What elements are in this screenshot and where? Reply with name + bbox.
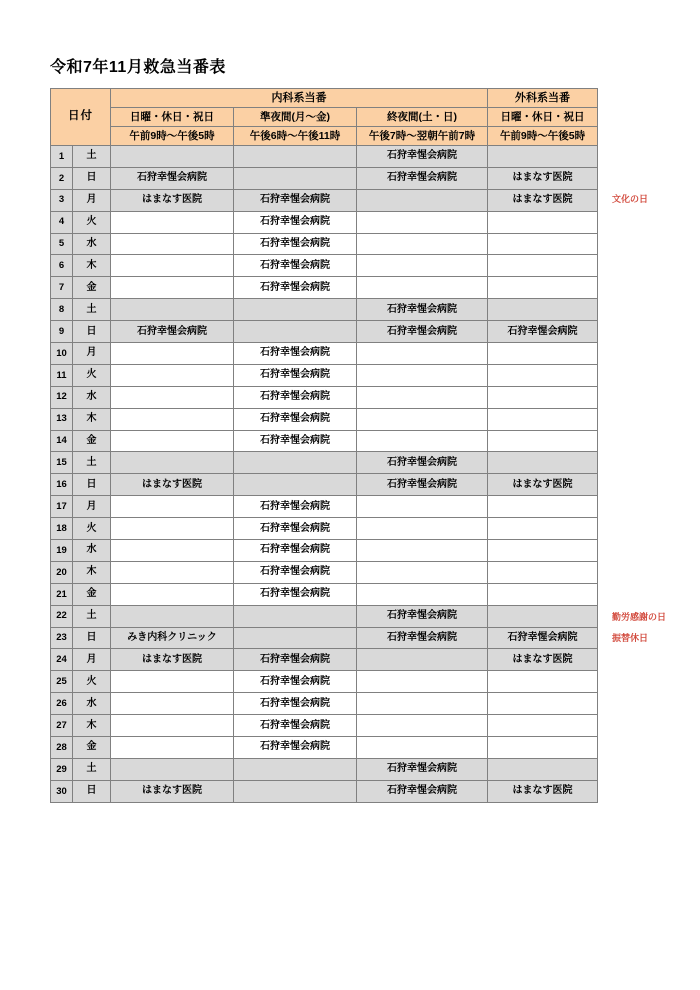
cell-duty-slot [357, 693, 488, 715]
cell-weekday: 月 [73, 496, 111, 518]
cell-day-number: 14 [51, 430, 73, 452]
cell-weekday: 月 [73, 189, 111, 211]
cell-duty-slot [357, 386, 488, 408]
header-col-hours-3: 午前9時～午後5時 [488, 127, 598, 146]
cell-weekday: 月 [73, 649, 111, 671]
cell-weekday: 木 [73, 561, 111, 583]
cell-duty-slot [488, 277, 598, 299]
table-row [51, 605, 598, 627]
table-row [51, 693, 598, 715]
cell-duty-slot [488, 715, 598, 737]
cell-weekday: 木 [73, 255, 111, 277]
cell-duty-slot [488, 408, 598, 430]
cell-duty-slot: はまなす医院 [488, 167, 598, 189]
cell-duty-slot [357, 408, 488, 430]
cell-duty-slot [234, 299, 357, 321]
cell-weekday: 火 [73, 211, 111, 233]
cell-duty-slot [488, 430, 598, 452]
cell-duty-slot [357, 233, 488, 255]
cell-weekday: 土 [73, 146, 111, 168]
table-header [51, 89, 598, 146]
cell-duty-slot [111, 233, 234, 255]
cell-duty-slot: 石狩幸惺会病院 [357, 758, 488, 780]
cell-day-number: 6 [51, 255, 73, 277]
cell-duty-slot: 石狩幸惺会病院 [234, 649, 357, 671]
cell-duty-slot [488, 343, 598, 365]
table-row [51, 408, 598, 430]
cell-duty-slot [488, 605, 598, 627]
cell-duty-slot: 石狩幸惺会病院 [357, 474, 488, 496]
table-row [51, 452, 598, 474]
table-row [51, 474, 598, 496]
cell-duty-slot [357, 277, 488, 299]
cell-duty-slot: 石狩幸惺会病院 [234, 408, 357, 430]
cell-day-number: 1 [51, 146, 73, 168]
holiday-note: 振替休日 [612, 632, 649, 643]
cell-duty-slot [488, 671, 598, 693]
cell-duty-slot [488, 518, 598, 540]
cell-duty-slot: 石狩幸惺会病院 [357, 627, 488, 649]
cell-day-number: 28 [51, 737, 73, 759]
table-row [51, 299, 598, 321]
table-row [51, 146, 598, 168]
cell-weekday: 日 [73, 780, 111, 802]
table-row [51, 233, 598, 255]
cell-duty-slot: 石狩幸惺会病院 [234, 583, 357, 605]
cell-duty-slot [357, 715, 488, 737]
cell-duty-slot: 石狩幸惺会病院 [357, 146, 488, 168]
header-row-hours [51, 127, 598, 146]
cell-duty-slot [234, 452, 357, 474]
cell-duty-slot [234, 146, 357, 168]
table-row [51, 321, 598, 343]
cell-duty-slot [488, 561, 598, 583]
cell-duty-slot: 石狩幸惺会病院 [357, 321, 488, 343]
cell-duty-slot: はまなす医院 [488, 189, 598, 211]
cell-weekday: 土 [73, 452, 111, 474]
header-row-group [51, 89, 598, 108]
cell-duty-slot [111, 146, 234, 168]
cell-duty-slot [488, 255, 598, 277]
page-title: 令和7年11月救急当番表 [50, 59, 226, 76]
cell-duty-slot [488, 299, 598, 321]
cell-day-number: 8 [51, 299, 73, 321]
cell-duty-slot [111, 561, 234, 583]
header-col-name-3: 日曜・休日・祝日 [488, 108, 598, 127]
cell-duty-slot [488, 146, 598, 168]
cell-duty-slot [357, 561, 488, 583]
table-row [51, 780, 598, 802]
cell-duty-slot [357, 737, 488, 759]
cell-day-number: 16 [51, 474, 73, 496]
cell-duty-slot [488, 452, 598, 474]
header-row-names [51, 108, 598, 127]
cell-duty-slot [488, 737, 598, 759]
table-row [51, 561, 598, 583]
header-col-hours-1: 午後6時～午後11時 [234, 127, 357, 146]
cell-day-number: 17 [51, 496, 73, 518]
cell-weekday: 月 [73, 343, 111, 365]
cell-duty-slot [357, 518, 488, 540]
header-date: 日付 [51, 89, 111, 146]
cell-day-number: 26 [51, 693, 73, 715]
cell-duty-slot [111, 277, 234, 299]
cell-day-number: 9 [51, 321, 73, 343]
table-row [51, 343, 598, 365]
table-row [51, 277, 598, 299]
table-row [51, 758, 598, 780]
cell-duty-slot [111, 255, 234, 277]
table-body [51, 146, 598, 803]
cell-day-number: 24 [51, 649, 73, 671]
cell-duty-slot: はまなす医院 [111, 780, 234, 802]
cell-duty-slot: はまなす医院 [488, 780, 598, 802]
table-row [51, 671, 598, 693]
cell-duty-slot [111, 758, 234, 780]
cell-day-number: 7 [51, 277, 73, 299]
cell-weekday: 金 [73, 430, 111, 452]
cell-duty-slot: はまなす医院 [111, 189, 234, 211]
cell-weekday: 日 [73, 167, 111, 189]
cell-day-number: 23 [51, 627, 73, 649]
cell-weekday: 火 [73, 518, 111, 540]
cell-duty-slot [357, 671, 488, 693]
cell-duty-slot: 石狩幸惺会病院 [234, 737, 357, 759]
cell-duty-slot: みき内科クリニック [111, 627, 234, 649]
cell-duty-slot [357, 540, 488, 562]
table-row [51, 518, 598, 540]
table-row [51, 167, 598, 189]
cell-duty-slot: はまなす医院 [111, 649, 234, 671]
cell-duty-slot [234, 167, 357, 189]
cell-weekday: 土 [73, 758, 111, 780]
cell-duty-slot [234, 474, 357, 496]
cell-weekday: 火 [73, 671, 111, 693]
cell-day-number: 12 [51, 386, 73, 408]
cell-duty-slot: 石狩幸惺会病院 [234, 211, 357, 233]
cell-duty-slot: 石狩幸惺会病院 [234, 277, 357, 299]
cell-duty-slot [234, 780, 357, 802]
cell-duty-slot: 石狩幸惺会病院 [357, 299, 488, 321]
cell-duty-slot: 石狩幸惺会病院 [357, 167, 488, 189]
cell-duty-slot [488, 496, 598, 518]
cell-duty-slot: 石狩幸惺会病院 [357, 452, 488, 474]
cell-weekday: 日 [73, 627, 111, 649]
cell-duty-slot: 石狩幸惺会病院 [111, 321, 234, 343]
cell-duty-slot: 石狩幸惺会病院 [234, 233, 357, 255]
cell-weekday: 水 [73, 540, 111, 562]
cell-duty-slot [357, 583, 488, 605]
cell-duty-slot [111, 452, 234, 474]
table-row [51, 255, 598, 277]
cell-duty-slot: 石狩幸惺会病院 [234, 561, 357, 583]
cell-duty-slot: 石狩幸惺会病院 [357, 605, 488, 627]
cell-duty-slot: 石狩幸惺会病院 [234, 518, 357, 540]
cell-duty-slot [357, 430, 488, 452]
cell-duty-slot [111, 540, 234, 562]
cell-duty-slot [357, 496, 488, 518]
cell-duty-slot: 石狩幸惺会病院 [234, 189, 357, 211]
cell-day-number: 10 [51, 343, 73, 365]
cell-duty-slot [488, 364, 598, 386]
cell-weekday: 水 [73, 693, 111, 715]
cell-duty-slot [111, 605, 234, 627]
cell-duty-slot: はまなす医院 [111, 474, 234, 496]
header-col-hours-0: 午前9時～午後5時 [111, 127, 234, 146]
cell-duty-slot: 石狩幸惺会病院 [357, 780, 488, 802]
cell-day-number: 30 [51, 780, 73, 802]
cell-duty-slot [111, 671, 234, 693]
cell-duty-slot [357, 189, 488, 211]
cell-weekday: 水 [73, 233, 111, 255]
header-col-hours-2: 午後7時～翌朝午前7時 [357, 127, 488, 146]
cell-duty-slot [488, 233, 598, 255]
cell-duty-slot [111, 299, 234, 321]
cell-weekday: 金 [73, 737, 111, 759]
cell-duty-slot [111, 408, 234, 430]
cell-day-number: 11 [51, 364, 73, 386]
cell-day-number: 22 [51, 605, 73, 627]
cell-day-number: 2 [51, 167, 73, 189]
cell-weekday: 水 [73, 386, 111, 408]
cell-duty-slot: 石狩幸惺会病院 [234, 364, 357, 386]
cell-duty-slot: 石狩幸惺会病院 [234, 671, 357, 693]
cell-duty-slot: はまなす医院 [488, 474, 598, 496]
table-row [51, 737, 598, 759]
cell-weekday: 木 [73, 408, 111, 430]
cell-duty-slot [357, 343, 488, 365]
cell-weekday: 木 [73, 715, 111, 737]
cell-weekday: 日 [73, 321, 111, 343]
cell-day-number: 4 [51, 211, 73, 233]
cell-duty-slot: 石狩幸惺会病院 [234, 496, 357, 518]
cell-duty-slot: はまなす医院 [488, 649, 598, 671]
cell-duty-slot [488, 693, 598, 715]
table-row [51, 715, 598, 737]
cell-duty-slot [357, 649, 488, 671]
cell-duty-slot: 石狩幸惺会病院 [234, 255, 357, 277]
table-row [51, 430, 598, 452]
cell-duty-slot [111, 715, 234, 737]
cell-weekday: 金 [73, 583, 111, 605]
cell-day-number: 13 [51, 408, 73, 430]
cell-day-number: 15 [51, 452, 73, 474]
table-row [51, 627, 598, 649]
cell-duty-slot: 石狩幸惺会病院 [234, 343, 357, 365]
cell-duty-slot: 石狩幸惺会病院 [234, 540, 357, 562]
cell-duty-slot: 石狩幸惺会病院 [234, 715, 357, 737]
cell-weekday: 火 [73, 364, 111, 386]
cell-duty-slot: 石狩幸惺会病院 [234, 430, 357, 452]
table-row [51, 211, 598, 233]
cell-duty-slot [111, 518, 234, 540]
cell-duty-slot [357, 211, 488, 233]
cell-duty-slot: 石狩幸惺会病院 [111, 167, 234, 189]
cell-day-number: 21 [51, 583, 73, 605]
cell-duty-slot [488, 211, 598, 233]
holiday-note: 文化の日 [612, 193, 649, 204]
header-group-internal: 内科系当番 [111, 89, 488, 108]
cell-duty-slot [234, 605, 357, 627]
cell-duty-slot [111, 737, 234, 759]
header-col-name-1: 準夜間(月～金) [234, 108, 357, 127]
cell-duty-slot [111, 211, 234, 233]
cell-duty-slot [111, 364, 234, 386]
cell-day-number: 18 [51, 518, 73, 540]
cell-duty-slot [111, 343, 234, 365]
table-row [51, 649, 598, 671]
header-col-name-0: 日曜・休日・祝日 [111, 108, 234, 127]
duty-roster-table [50, 88, 598, 803]
table-row [51, 496, 598, 518]
cell-day-number: 25 [51, 671, 73, 693]
cell-duty-slot [234, 627, 357, 649]
cell-duty-slot [357, 364, 488, 386]
table-row [51, 540, 598, 562]
cell-duty-slot [111, 496, 234, 518]
header-col-name-2: 終夜間(土・日) [357, 108, 488, 127]
table-row [51, 583, 598, 605]
cell-duty-slot [488, 583, 598, 605]
table-row [51, 364, 598, 386]
cell-duty-slot [111, 386, 234, 408]
header-group-surgical: 外科系当番 [488, 89, 598, 108]
cell-weekday: 日 [73, 474, 111, 496]
cell-duty-slot [234, 321, 357, 343]
cell-day-number: 29 [51, 758, 73, 780]
cell-duty-slot [357, 255, 488, 277]
cell-duty-slot [111, 430, 234, 452]
cell-duty-slot [234, 758, 357, 780]
cell-duty-slot: 石狩幸惺会病院 [234, 386, 357, 408]
cell-weekday: 土 [73, 605, 111, 627]
cell-duty-slot: 石狩幸惺会病院 [488, 321, 598, 343]
cell-day-number: 5 [51, 233, 73, 255]
cell-day-number: 3 [51, 189, 73, 211]
cell-day-number: 27 [51, 715, 73, 737]
holiday-note: 勤労感謝の日 [612, 611, 667, 622]
table-row [51, 386, 598, 408]
cell-duty-slot [488, 386, 598, 408]
cell-duty-slot: 石狩幸惺会病院 [234, 693, 357, 715]
cell-day-number: 19 [51, 540, 73, 562]
cell-weekday: 金 [73, 277, 111, 299]
cell-duty-slot [111, 693, 234, 715]
cell-duty-slot: 石狩幸惺会病院 [488, 627, 598, 649]
cell-duty-slot [488, 758, 598, 780]
table-row [51, 189, 598, 211]
cell-duty-slot [111, 583, 234, 605]
cell-duty-slot [488, 540, 598, 562]
cell-weekday: 土 [73, 299, 111, 321]
cell-day-number: 20 [51, 561, 73, 583]
